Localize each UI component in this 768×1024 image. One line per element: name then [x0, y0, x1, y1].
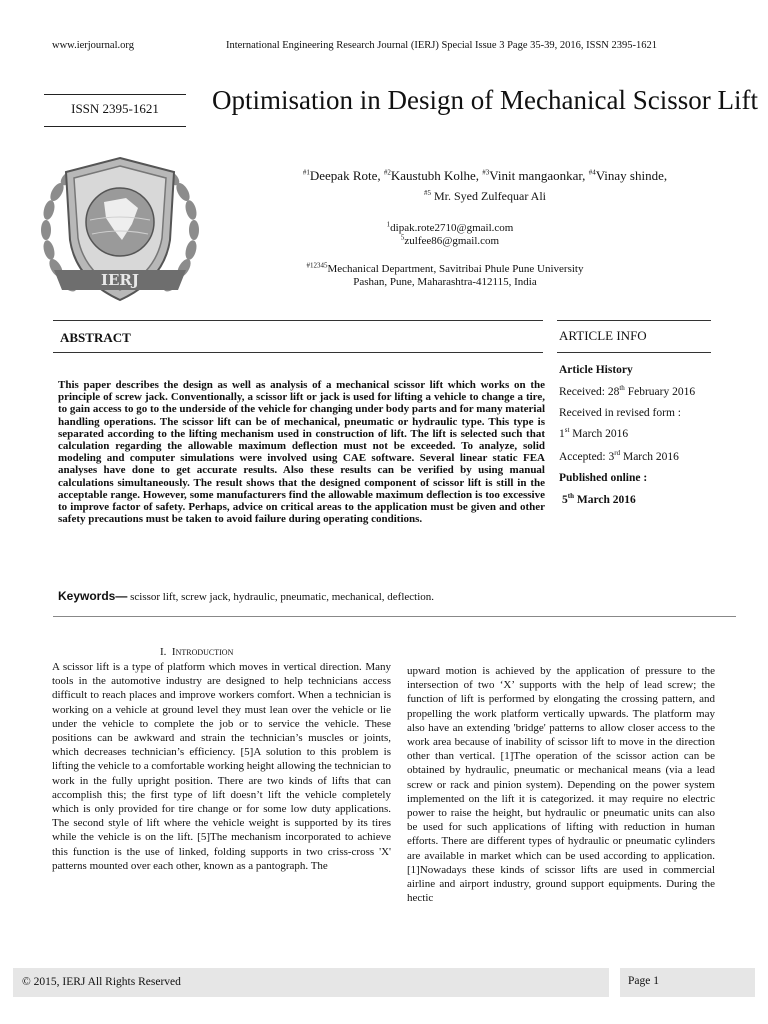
- emails: [300, 222, 600, 248]
- affiliation-sup: #12345: [306, 261, 328, 270]
- revised-sup: st: [564, 426, 570, 435]
- section-title: Introduction: [171, 646, 234, 658]
- authors: [190, 167, 768, 205]
- author-2: Kaustubh Kolhe,: [390, 168, 479, 183]
- affiliation-line-2: Pashan, Pune, Maharashtra-412115, India: [353, 276, 537, 288]
- keywords: [58, 589, 658, 603]
- revised-pre: 1: [559, 428, 565, 440]
- author-3-sup: #3: [482, 168, 490, 177]
- author-1-sup: #1: [302, 168, 310, 177]
- keywords-label: Keywords—: [58, 589, 128, 603]
- abstract-heading: ABSTRACT: [60, 330, 131, 345]
- journal-header: International Engineering Research Journal (IERJ) Special Issue 3 Page 35-39, 2016, ISSN 2395-1621: [226, 40, 657, 51]
- accepted-sup: rd: [614, 449, 621, 458]
- page-number: Page 1: [628, 975, 659, 987]
- issn-box: ISSN 2395-1621: [71, 101, 159, 116]
- paper-title: Optimisation in Design of Mechanical Scissor Lift: [212, 85, 758, 115]
- accepted-date: [559, 451, 759, 463]
- accepted-pre: Accepted: 3: [559, 451, 615, 463]
- email-1-sup: 1: [386, 220, 391, 229]
- revised-post: March 2016: [569, 428, 629, 440]
- section-heading: [160, 646, 233, 658]
- email-5: zulfee86@gmail.com: [404, 235, 500, 247]
- author-2-sup: #2: [383, 168, 391, 177]
- keywords-list: scissor lift, screw jack, hydraulic, pneumatic, mechanical, deflection.: [127, 591, 435, 603]
- author-5: Mr. Syed Zulfequar Ali: [434, 189, 546, 203]
- received-post: February 2016: [624, 386, 696, 398]
- info-rule: [557, 352, 711, 353]
- info-top-rule: [557, 320, 711, 321]
- published-pre: 5: [562, 494, 568, 506]
- published-label: Published online :: [559, 472, 648, 484]
- revised-label: Received in revised form :: [559, 407, 681, 419]
- keywords-rule: [53, 616, 736, 617]
- published-date: [562, 494, 762, 506]
- logo-text: IERJ: [100, 271, 140, 289]
- email-5-sup: 5: [400, 233, 405, 242]
- affiliation: [260, 263, 630, 289]
- abstract-text: This paper describes the design as well as analysis of a mechanical scissor lift which works on the principle of screw jack. Conventionally, a scissor lift or jack is used for lifting a vehicle to change a tire, to gain access to go to the underside of the vehicle for changing under body parts and for many material handling operations. The scissor lift can be of mechanical, pneumatic or hydraulic type. This type is separated according to the lifting mechanism used in construction of lift. The lift is selected such that calculation regarding the allowable maximum deflection must not be exceeded. To analyze, solid modeling and computer simulations were involved using CAE software. Several linear static FEA analyses have done to get accurate results. Also these results can be verified by using manual calculations simultaneously. The result shows that the designed component of scissor lift is still in the acceptable range. However, some manufacturers find the allowable maximum deflection is too excessive to improve factor of safety. Perhaps, advice on critical areas to the application must be given and other safety precautions must be taken to avoid failure during operating conditions.: [58, 379, 545, 526]
- article-history-label: Article History: [559, 364, 633, 376]
- abstract-top-rule: [53, 320, 543, 321]
- intro-column-2: upward motion is achieved by the application of pressure to the intersection of two ‘X’ supports with the help of lead screw; the function of lift is performed by elongating the crossing pattern, and propelling the work platform vertically upwards. The platform may also have an extending 'bridge' patterns to allow closer access to the work area because of inability of scissor lift to move in the direction other than vertical. [1]The operation of the scissor action can be obtained by hydraulic, pneumatic or mechanical means (via a lead screw or rack and pinion system). Depending on the power system implemented on the lift it is categorized. it may require no electric power to raise the height, but hydraulic or pneumatic units can also be used for such applications of lifting with reduction in human efforts. There are different types of hydraulic or pneumatic cylinders are available in market which can be used according to application. [1]Nowadays these kinds of scissor lifts are used in commercial airline and airport industry, ground support equipments. During the hectic: [407, 665, 715, 905]
- journal-website: www.ierjournal.org: [52, 40, 134, 51]
- abstract-rule: [53, 352, 543, 353]
- author-5-sup: #5: [424, 189, 431, 197]
- received-pre: Received: 28: [559, 386, 620, 398]
- intro-column-1: A scissor lift is a type of platform which moves in vertical direction. Many tools in the automotive industry are designed to help technicians access difficult to reach places and improve workers comfort. When a technician is working on a vehicle at ground level they must lean over the vehicle or lie under the vehicle to complete the job or to service the vehicle. These positions can be awkward and strain the technician’s muscles or joints, which decreases technician’s efficiency. [5]A solution to this problem is lifting the vehicle to a comfortable working height allowing the technician to work in the fully upright position. There are two kinds of lifts that can accomplish this; the first type of lift doesn’t lift the vehicle completely which is only provided for tire change or for some low duty applications. The second style of lift where the vehicle weight is supported by its tires while the vehicle is on the lift. [5]The mechanism incorporated to achieve this function is the use of linked, folding supports in two criss-cross 'X' patterns mounted over each other, known as a pantograph. The: [52, 661, 391, 872]
- author-1: Deepak Rote,: [309, 168, 381, 183]
- ierj-logo: [34, 150, 206, 312]
- issn-top-rule: [44, 94, 186, 95]
- received-sup: th: [619, 384, 625, 393]
- author-3: Vinit mangaonkar,: [489, 168, 586, 183]
- section-number: I.: [160, 646, 167, 658]
- received-date: [559, 386, 759, 398]
- affiliation-line-1: Mechanical Department, Savitribai Phule Pune University: [327, 263, 584, 275]
- copyright: © 2015, IERJ All Rights Reserved: [22, 976, 181, 988]
- issn-bottom-rule: [44, 126, 186, 127]
- author-4-sup: #4: [588, 168, 596, 177]
- accepted-post: March 2016: [620, 451, 679, 463]
- published-sup: th: [567, 492, 574, 501]
- published-post: March 2016: [573, 494, 636, 506]
- revised-date: [559, 428, 759, 440]
- email-1: dipak.rote2710@gmail.com: [390, 222, 514, 234]
- author-4: Vinay shinde,: [595, 168, 668, 183]
- article-info-heading: ARTICLE INFO: [559, 328, 647, 343]
